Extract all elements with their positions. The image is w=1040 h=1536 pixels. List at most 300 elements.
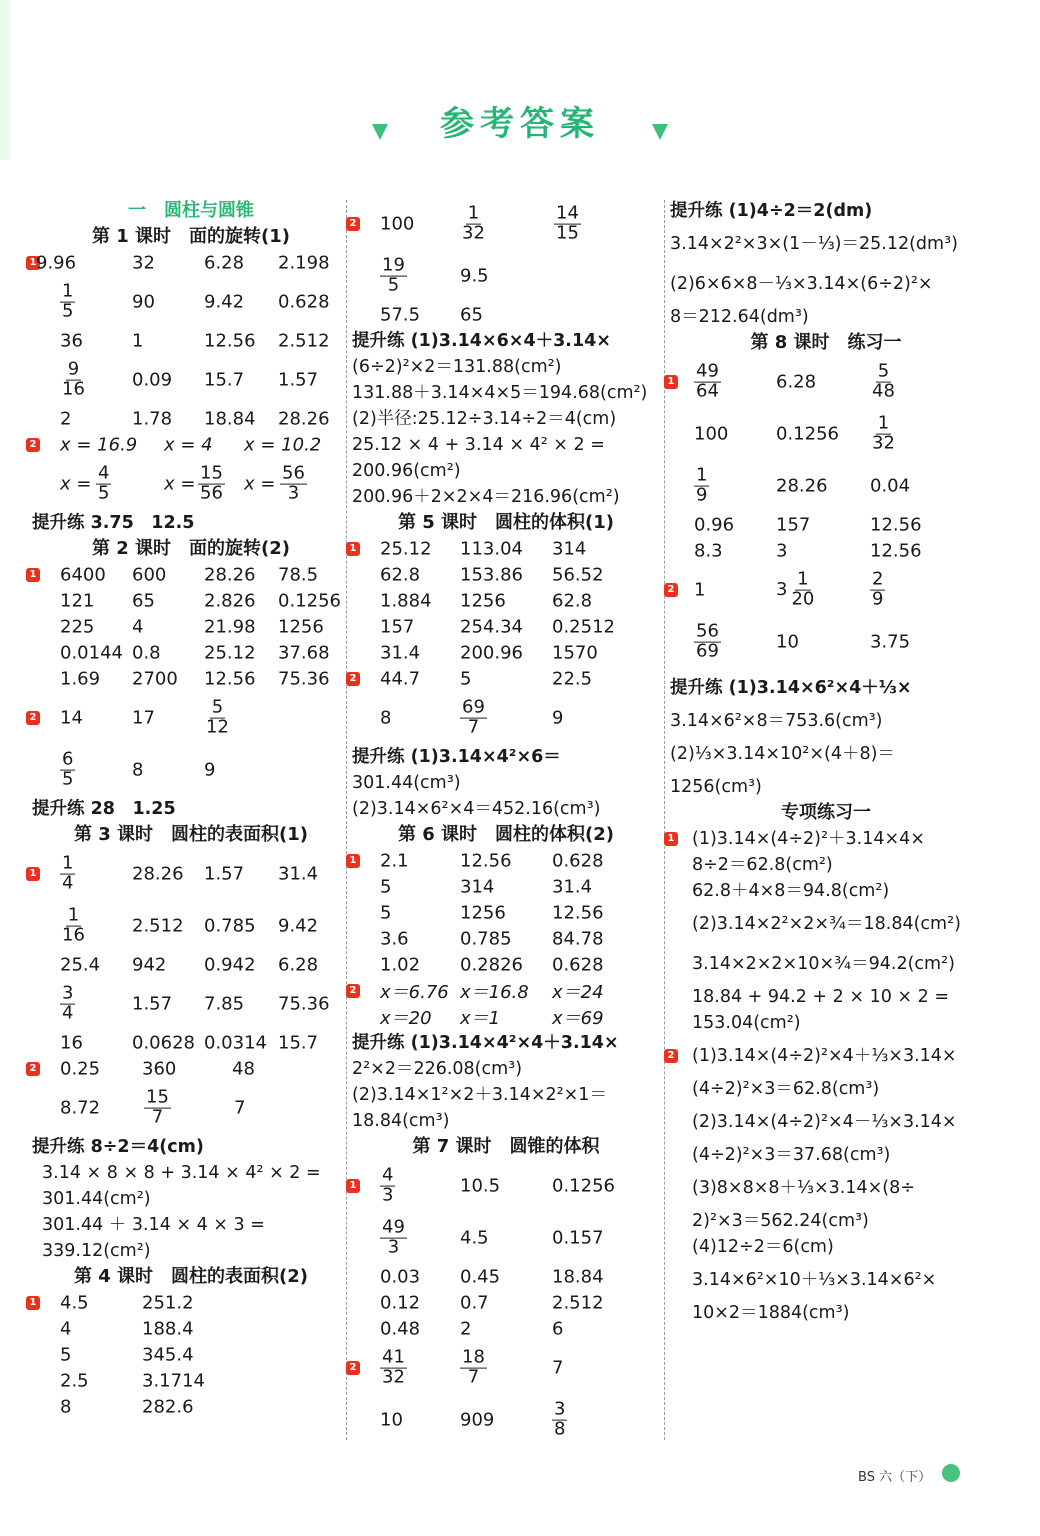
extension-answer: (2)半径:25.12÷3.14÷2＝4(cm) xyxy=(352,409,617,429)
answer-row xyxy=(352,588,660,614)
answer: 0.7 xyxy=(460,1292,489,1314)
fraction: $\frac{9}{16}$ xyxy=(62,358,85,400)
answer: 2.826 xyxy=(204,590,256,612)
answer: 6 xyxy=(552,1318,564,1340)
answer: 16 xyxy=(60,1032,83,1054)
answer: 9.42 xyxy=(278,915,319,937)
answer: 314 xyxy=(460,876,495,898)
answer: 75.36 xyxy=(278,668,330,690)
extension-answer: (2)3.14×6²×4＝452.16(cm³) xyxy=(352,799,601,819)
answer: 1.884 xyxy=(380,590,432,612)
fraction: $\frac{5}{48}$ xyxy=(872,360,895,402)
fraction: $\frac{14}{15}$ xyxy=(556,202,579,244)
answer: 3.6 xyxy=(380,928,409,950)
answer: 5 xyxy=(380,876,392,898)
answer: 1.02 xyxy=(380,954,421,976)
answer: 1256 xyxy=(460,902,506,924)
answer-row xyxy=(670,460,982,512)
answer: 21.98 xyxy=(204,616,256,638)
answer: 157 xyxy=(380,616,415,638)
question-marker: 1 xyxy=(26,568,40,582)
answer-row xyxy=(352,562,660,588)
answer-row xyxy=(32,1316,350,1342)
question-marker: 2 xyxy=(346,672,360,686)
answer: 2 xyxy=(60,408,72,430)
special-answer: 153.04(cm²) xyxy=(692,1013,801,1033)
extension-answer: 提升练 (1)3.14×4²×6＝ xyxy=(352,747,561,767)
answer: 6400 xyxy=(60,564,106,586)
answer: 3 xyxy=(776,540,788,562)
answer: 10.5 xyxy=(460,1175,501,1197)
answer: 1.78 xyxy=(132,408,173,430)
answer-row xyxy=(670,408,982,460)
answer-row xyxy=(349,536,660,562)
answer: 28.26 xyxy=(204,564,256,586)
answer-row xyxy=(32,666,350,692)
fraction: $\frac{69}{7}$ xyxy=(462,696,485,738)
answer: 9 xyxy=(204,759,216,781)
answer: 0.25 xyxy=(60,1058,101,1080)
fraction: $\frac{18}{7}$ xyxy=(462,1346,485,1388)
answer: 157 xyxy=(776,514,811,536)
answer: 12.56 xyxy=(870,540,922,562)
page-title: 参考答案 xyxy=(440,104,600,144)
answer: 5 xyxy=(380,902,392,924)
answer: 9 xyxy=(552,707,564,729)
answer: 65 xyxy=(132,590,155,612)
answer: 14 xyxy=(60,707,83,729)
answer: 2.198 xyxy=(278,252,330,274)
answer: x＝20 xyxy=(380,1008,432,1029)
answer-row xyxy=(32,1030,350,1056)
answer: 0.04 xyxy=(870,475,911,497)
answer-row xyxy=(29,562,350,588)
question-marker: 1 xyxy=(664,832,678,846)
answer: 909 xyxy=(460,1409,495,1431)
extension-answer: 18.84(cm³) xyxy=(352,1111,450,1131)
answer: 1.69 xyxy=(60,668,101,690)
fraction: $\frac{3}{8}$ xyxy=(554,1398,566,1440)
answer: 10 xyxy=(380,1409,403,1431)
extension-answer: 提升练 (1)3.14×4²×4＋3.14× xyxy=(352,1033,619,1053)
answer: 282.6 xyxy=(142,1396,194,1418)
fraction: $\frac{1}{16}$ xyxy=(62,904,85,946)
answer: 360 xyxy=(142,1058,177,1080)
fraction: $\frac{1}{32}$ xyxy=(462,202,485,244)
answer: 28.26 xyxy=(776,475,828,497)
column-1 xyxy=(29,198,350,1443)
answer: 36 xyxy=(60,330,83,352)
answer: 15.7 xyxy=(278,1032,319,1054)
answer: 314 xyxy=(552,538,587,560)
answer-row xyxy=(29,1290,350,1316)
answer-row xyxy=(349,1342,660,1394)
answer: 75.36 xyxy=(278,993,330,1015)
question-marker: 1 xyxy=(26,867,40,881)
special-answer: 3.14×2×2×10×¾＝94.2(cm²) xyxy=(692,954,955,974)
answer: 1 xyxy=(694,579,706,601)
answer: 0.0628 xyxy=(132,1032,195,1054)
extension-answer: 200.96(cm²) xyxy=(352,461,461,481)
answer: 200.96 xyxy=(460,642,523,664)
answer: x = xyxy=(244,473,276,495)
extension-answer: 提升练 (1)4÷2＝2(dm) xyxy=(670,201,873,221)
answer: 225 xyxy=(60,616,95,638)
answer: 2700 xyxy=(132,668,178,690)
answer: 1.57 xyxy=(204,863,245,885)
answer: x＝16.8 xyxy=(460,982,529,1003)
question-marker: 2 xyxy=(346,984,360,998)
special-answer: (4)12÷2＝6(cm) xyxy=(692,1237,834,1257)
answer: 7 xyxy=(234,1097,246,1119)
fraction: $\frac{1}{9}$ xyxy=(696,464,708,506)
fraction: $\frac{2}{9}$ xyxy=(872,568,884,610)
answer: 28.26 xyxy=(132,863,184,885)
answer-row xyxy=(32,1368,350,1394)
question-marker: 1 xyxy=(346,854,360,868)
answer: 188.4 xyxy=(142,1318,194,1340)
fraction: $\frac{49}{64}$ xyxy=(696,360,719,402)
lesson-title: 第 5 课时 圆柱的体积(1) xyxy=(397,512,615,533)
unit-title: 一 圆柱与圆锥 xyxy=(128,200,254,221)
fraction: $\frac{4}{3}$ xyxy=(382,1164,394,1206)
answer: 0.785 xyxy=(460,928,512,950)
answer: 17 xyxy=(132,707,155,729)
answer: 57.5 xyxy=(380,304,421,326)
answer-row xyxy=(349,1160,660,1212)
answer: x = xyxy=(60,473,92,495)
answer: 15.7 xyxy=(204,369,245,391)
answer: 0.09 xyxy=(132,369,173,391)
answer: 3.1714 xyxy=(142,1370,205,1392)
answer-row xyxy=(352,1394,660,1446)
answer-row xyxy=(667,564,982,616)
mixed-number: 3 $\frac{1}{20}$ xyxy=(776,568,815,610)
answer: 0.1256 xyxy=(776,423,839,445)
special-answer: 8÷2＝62.8(cm²) xyxy=(692,855,833,875)
extension-answer: 3.14×2²×3×(1－⅓)＝25.12(dm³) xyxy=(670,234,958,254)
extension-answer: 提升练 (1)3.14×6²×4＋⅓× xyxy=(670,678,912,698)
answer: 0.0314 xyxy=(204,1032,267,1054)
answer: 12.56 xyxy=(870,514,922,536)
answer: 8 xyxy=(380,707,392,729)
lesson-title: 第 8 课时 练习一 xyxy=(750,332,902,353)
answer: 8 xyxy=(60,1396,72,1418)
question-marker: 1 xyxy=(26,1296,40,1310)
question-marker: 1 xyxy=(664,375,678,389)
lesson-title: 第 4 课时 圆柱的表面积(2) xyxy=(73,1266,309,1287)
special-answer: 2)²×3＝562.24(cm³) xyxy=(692,1211,869,1231)
extension-answer: 3.14×6²×8＝753.6(cm³) xyxy=(670,711,883,731)
answer: 0.0144 xyxy=(60,642,123,664)
footer-grade: BS 六（下） xyxy=(858,1470,932,1485)
answer: 0.45 xyxy=(460,1266,501,1288)
answer-row xyxy=(349,666,660,692)
answer-row xyxy=(352,900,660,926)
answer: 0.2512 xyxy=(552,616,615,638)
extension-answer: 301.44(cm³) xyxy=(352,773,461,793)
answer: 1256 xyxy=(278,616,324,638)
answer: 28.26 xyxy=(278,408,330,430)
answer: 7 xyxy=(552,1357,564,1379)
answer: 5 xyxy=(460,668,472,690)
answer-row xyxy=(670,512,982,538)
answer: 4 xyxy=(60,1318,72,1340)
answer: 4.5 xyxy=(60,1292,89,1314)
answer-row xyxy=(352,1316,660,1342)
answer: 62.8 xyxy=(380,564,421,586)
answer: 0.1256 xyxy=(278,590,341,612)
answer: 22.5 xyxy=(552,668,593,690)
answer: 0.628 xyxy=(278,291,330,313)
fraction: $\frac{1}{32}$ xyxy=(872,412,895,454)
answer-row xyxy=(667,356,982,408)
answer: 25.12 xyxy=(204,642,256,664)
answer: x = 16.9 xyxy=(60,434,138,456)
answer: 2 xyxy=(460,1318,472,1340)
answer: 1256 xyxy=(460,590,506,612)
answer: 251.2 xyxy=(142,1292,194,1314)
answer: 0.03 xyxy=(380,1266,421,1288)
extension-answer: 3.14 × 8 × 8 + 3.14 × 4² × 2 = xyxy=(42,1163,321,1183)
answer: 0.785 xyxy=(204,915,256,937)
special-answer: (4÷2)²×3＝37.68(cm³) xyxy=(692,1145,891,1165)
fraction: $\frac{3}{4}$ xyxy=(62,982,74,1024)
extension-answer: 200.96＋2×2×4＝216.96(cm²) xyxy=(352,487,620,507)
lesson-title: 第 3 课时 圆柱的表面积(1) xyxy=(73,824,309,845)
answer-row xyxy=(32,1082,350,1134)
answer: 31.4 xyxy=(552,876,593,898)
answer-row xyxy=(32,614,350,640)
answer: 254.34 xyxy=(460,616,523,638)
answer: 0.157 xyxy=(552,1227,604,1249)
answer: 4.5 xyxy=(460,1227,489,1249)
answer: 78.5 xyxy=(278,564,319,586)
answer: 0.628 xyxy=(552,850,604,872)
answer: 44.7 xyxy=(380,668,421,690)
answer: 12.56 xyxy=(204,330,256,352)
answer: 31.4 xyxy=(380,642,421,664)
answer: 9.5 xyxy=(460,265,489,287)
answer-row xyxy=(32,1394,350,1420)
answer: 84.78 xyxy=(552,928,604,950)
answer: 12.56 xyxy=(552,902,604,924)
question-marker: 2 xyxy=(346,1361,360,1375)
answer: 12.56 xyxy=(204,668,256,690)
question-marker: 2 xyxy=(664,1049,678,1063)
fraction: $\frac{1}{4}$ xyxy=(62,852,74,894)
extension-answer: 301.44 ＋ 3.14 × 4 × 3 = xyxy=(42,1215,265,1235)
column-2 xyxy=(349,198,660,1443)
answer: 600 xyxy=(132,564,167,586)
answer-row xyxy=(32,276,350,328)
answer-row xyxy=(32,328,350,354)
answer-row xyxy=(349,848,660,874)
answer-row xyxy=(29,848,350,900)
question-marker: 2 xyxy=(26,438,40,452)
answer: 12.56 xyxy=(460,850,512,872)
answer: 2.512 xyxy=(552,1292,604,1314)
answer-row xyxy=(29,432,350,458)
answer: 0.8 xyxy=(132,642,161,664)
extension-answer: 提升练 8÷2＝4(cm) xyxy=(32,1137,204,1157)
answer: 6.28 xyxy=(776,371,817,393)
answer: x＝6.76 xyxy=(380,982,449,1003)
extension-answer: 25.12 × 4 + 3.14 × 4² × 2 = xyxy=(352,435,605,455)
question-marker: 1 xyxy=(26,256,40,270)
page-edge xyxy=(0,0,10,160)
extension-answer: (2)6×6×8－⅓×3.14×(6÷2)²× xyxy=(670,274,933,294)
answer-row xyxy=(670,616,982,668)
lesson-title: 第 7 课时 圆锥的体积 xyxy=(412,1136,600,1157)
fraction: $\frac{6}{5}$ xyxy=(62,748,74,790)
answer: 56.52 xyxy=(552,564,604,586)
answer: 18.84 xyxy=(204,408,256,430)
fraction: $\frac{15}{56}$ xyxy=(200,462,223,504)
answer-row xyxy=(352,1212,660,1264)
answer-row xyxy=(352,692,660,744)
answer: 8 xyxy=(132,759,144,781)
extension-answer: (2)⅓×3.14×10²×(4＋8)＝ xyxy=(670,744,895,764)
question-marker: 1 xyxy=(346,1179,360,1193)
answer: 9.42 xyxy=(204,291,245,313)
question-marker: 1 xyxy=(346,542,360,556)
answer-row xyxy=(352,1004,660,1030)
answer-row xyxy=(352,1264,660,1290)
answer: 4 xyxy=(132,616,144,638)
page-badge xyxy=(942,1464,960,1482)
extension-answer: 2²×2＝226.08(cm³) xyxy=(352,1059,523,1079)
fraction: $\frac{5}{12}$ xyxy=(206,696,229,738)
answer-row xyxy=(32,900,350,952)
lesson-title: 第 6 课时 圆柱的体积(2) xyxy=(397,824,615,845)
answer-row xyxy=(352,250,660,302)
answer-row xyxy=(352,874,660,900)
answer: 48 xyxy=(232,1058,255,1080)
answer-row xyxy=(670,538,982,564)
answer-row xyxy=(29,692,350,744)
fraction: $\frac{41}{32}$ xyxy=(382,1346,405,1388)
answer: x＝24 xyxy=(552,982,604,1003)
fraction: $\frac{1}{5}$ xyxy=(62,280,74,322)
fraction: $\frac{4}{5}$ xyxy=(98,462,110,504)
answer: x = 4 xyxy=(164,434,213,456)
answer: 31.4 xyxy=(278,863,319,885)
fraction: $\frac{19}{5}$ xyxy=(382,254,405,296)
fraction: $\frac{56}{69}$ xyxy=(696,620,719,662)
fraction: $\frac{49}{3}$ xyxy=(382,1216,405,1258)
answer-row xyxy=(32,978,350,1030)
answer: 2.1 xyxy=(380,850,409,872)
answer: x＝1 xyxy=(460,1008,501,1029)
answer: 90 xyxy=(132,291,155,313)
answer: x = xyxy=(164,473,196,495)
answer: x＝69 xyxy=(552,1008,604,1029)
answer: 1 xyxy=(132,330,144,352)
column-3 xyxy=(667,198,982,1443)
answer: 10 xyxy=(776,631,799,653)
answer-row xyxy=(349,198,660,250)
answer: 100 xyxy=(380,213,415,235)
extension-answer: 提升练 3.75 12.5 xyxy=(32,513,195,533)
answer: 0.2826 xyxy=(460,954,523,976)
section-title: 专项练习一 xyxy=(781,802,871,823)
special-answer: 18.84 + 94.2 + 2 × 10 × 2 = xyxy=(692,987,949,1007)
answer: 7.85 xyxy=(204,993,245,1015)
question-marker: 2 xyxy=(26,711,40,725)
answer-row xyxy=(32,588,350,614)
answer: 32 xyxy=(132,252,155,274)
answer: 345.4 xyxy=(142,1344,194,1366)
answer: 5 xyxy=(60,1344,72,1366)
answer: 6.28 xyxy=(204,252,245,274)
extension-answer: 339.12(cm²) xyxy=(42,1241,151,1261)
answer: 121 xyxy=(60,590,95,612)
answer: 9.96 xyxy=(36,252,77,274)
answer-row xyxy=(352,614,660,640)
answer: 8.72 xyxy=(60,1097,101,1119)
question-marker: 2 xyxy=(664,583,678,597)
answer-row xyxy=(32,952,350,978)
answer: 25.4 xyxy=(60,954,101,976)
answer: 0.96 xyxy=(694,514,735,536)
extension-answer: 301.44(cm²) xyxy=(42,1189,151,1209)
answer: 1.57 xyxy=(132,993,173,1015)
answer-row xyxy=(32,354,350,406)
answer: 65 xyxy=(460,304,483,326)
extension-answer: (2)3.14×1²×2＋3.14×2²×1＝ xyxy=(352,1085,607,1105)
answer: 0.12 xyxy=(380,1292,421,1314)
answer: 1570 xyxy=(552,642,598,664)
answer: 100 xyxy=(694,423,729,445)
answer: 0.628 xyxy=(552,954,604,976)
answer: 3.75 xyxy=(870,631,911,653)
answer: 0.942 xyxy=(204,954,256,976)
extension-answer: 提升练 28 1.25 xyxy=(32,799,176,819)
answer: 8.3 xyxy=(694,540,723,562)
special-answer: (2)3.14×2²×2×¾＝18.84(cm²) xyxy=(692,914,961,934)
answer-row xyxy=(352,926,660,952)
special-answer: 3.14×6²×10＋⅓×3.14×6²× xyxy=(692,1270,937,1290)
special-answer: 1 (1)3.14×(4÷2)²＋3.14×4× xyxy=(670,826,982,852)
answer-row xyxy=(352,640,660,666)
answer: 1.57 xyxy=(278,369,319,391)
answer: 942 xyxy=(132,954,167,976)
answer-row xyxy=(352,302,660,328)
answer-row xyxy=(32,1342,350,1368)
extension-answer: 1256(cm³) xyxy=(670,777,762,797)
extension-answer: (6÷2)²×2＝131.88(cm²) xyxy=(352,357,562,377)
answer: x = 10.2 xyxy=(244,434,322,456)
answer: 18.84 xyxy=(552,1266,604,1288)
answer-row xyxy=(352,1290,660,1316)
answer: 113.04 xyxy=(460,538,523,560)
special-answer: (2)3.14×(4÷2)²×4－⅓×3.14× xyxy=(692,1112,957,1132)
fraction: $\frac{15}{7}$ xyxy=(146,1086,169,1128)
special-answer: 62.8＋4×8＝94.8(cm²) xyxy=(692,881,890,901)
answer-row xyxy=(352,952,660,978)
special-answer: 10×2＝1884(cm³) xyxy=(692,1303,850,1323)
answer-row xyxy=(32,744,350,796)
extension-answer: 8＝212.64(dm³) xyxy=(670,307,809,327)
question-marker: 2 xyxy=(26,1062,40,1076)
question-marker: 2 xyxy=(346,217,360,231)
extension-answer: 131.88＋3.14×4×5＝194.68(cm²) xyxy=(352,383,648,403)
page-header xyxy=(372,96,668,152)
answer: 2.5 xyxy=(60,1370,89,1392)
answer: 6.28 xyxy=(278,954,319,976)
lesson-title: 第 1 课时 面的旋转(1) xyxy=(91,226,291,247)
